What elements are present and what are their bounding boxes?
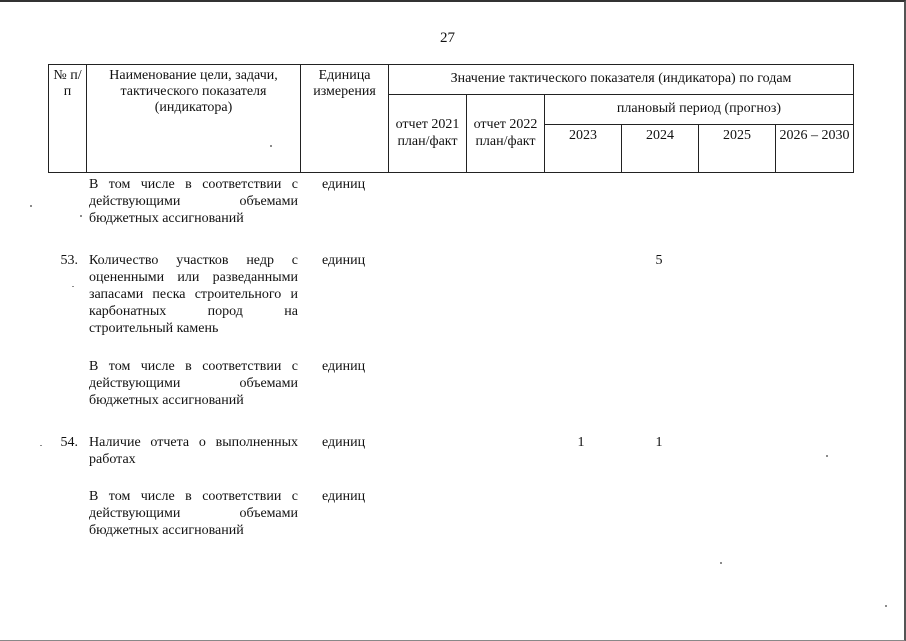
header-name: Наименование цели, задачи, тактического показателя (индикатора) (87, 65, 301, 173)
header-report-2021: отчет 2021 план/факт (389, 95, 467, 173)
row-number: 53. (60, 253, 78, 268)
scan-speck (80, 215, 82, 217)
header-report-2022: отчет 2022 план/факт (467, 95, 545, 173)
row-name: В том числе в соответствии с действующими объемами бюджетных ассигнований (89, 177, 298, 226)
row-unit: единиц (322, 435, 366, 450)
row-name: В том числе в соответствии с действующими объемами бюджетных ассигнований (89, 359, 298, 408)
page-number: 27 (440, 30, 455, 46)
scan-speck (270, 145, 272, 147)
scan-speck (72, 286, 74, 287)
row-unit: единиц (322, 177, 366, 192)
header-unit: Единица измерения (301, 65, 389, 173)
header-year-2026-2030: 2026 – 2030 (776, 125, 854, 173)
row-number: 54. (60, 435, 78, 450)
scan-speck (40, 445, 42, 446)
indicator-table-header (48, 64, 854, 173)
row-value-2023: 1 (577, 435, 585, 450)
row-unit: единиц (322, 359, 366, 374)
scan-speck (885, 605, 887, 607)
row-name: В том числе в соответствии с действующими объемами бюджетных ассигнований (89, 489, 298, 538)
row-value-2024: 1 (655, 435, 663, 450)
scan-speck (826, 455, 828, 457)
row-value-2024: 5 (655, 253, 663, 268)
row-name: Наличие отчета о выполненных работах (89, 435, 298, 467)
row-name: Количество участков недр с оцененными или разведанными запасами песка строительного и карбонатных пород на строительный камень (89, 253, 298, 336)
scan-speck (720, 562, 722, 564)
header-planned-period: плановый период (прогноз) (545, 95, 854, 125)
header-year-2024: 2024 (622, 125, 699, 173)
header-value-group: Значение тактического показателя (индикатора) по годам (389, 65, 854, 95)
row-unit: единиц (322, 489, 366, 504)
header-year-2023: 2023 (545, 125, 622, 173)
header-num: № п/п (49, 65, 87, 173)
header-year-2025: 2025 (699, 125, 776, 173)
scan-speck (30, 205, 32, 207)
row-unit: единиц (322, 253, 366, 268)
